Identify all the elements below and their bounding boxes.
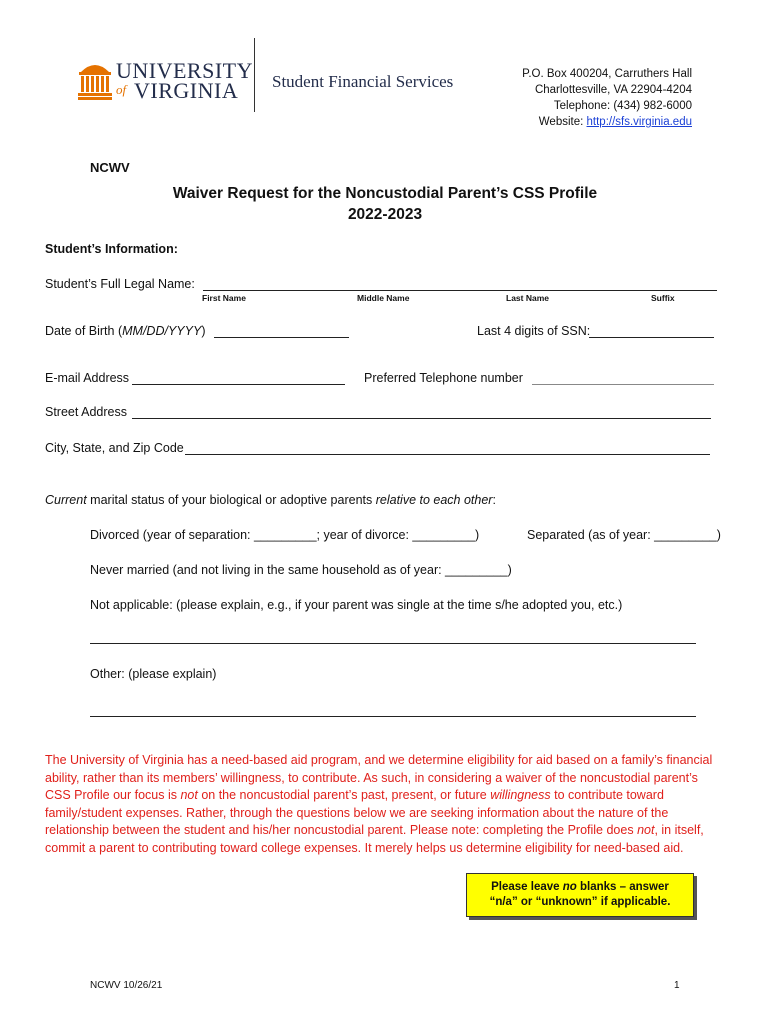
phone-field[interactable]: [532, 372, 714, 385]
office-address: [522, 66, 692, 130]
dob-label-text: Date of Birth (: [45, 324, 123, 338]
divorced-option[interactable]: Divorced (year of separation: _________; year of divorce: _________): [90, 528, 480, 542]
form-title: [0, 183, 770, 225]
email-label: E-mail Address: [45, 371, 130, 385]
department-name: Student Financial Services: [272, 72, 454, 91]
phone-label: Preferred Telephone number: [364, 371, 523, 385]
other-explain-field[interactable]: [90, 704, 696, 717]
title-text: Waiver Request for the Noncustodial Parent’s CSS Profile: [172, 185, 598, 202]
policy-text-3: to contribute toward family/student expenses. Rather, through the questions below we are seeking information about the nature of the relationship between the student and his/her noncustodial parent. Please note: completing the Profile does: [45, 788, 669, 837]
header-divider: [254, 38, 255, 112]
website-link[interactable]: http://sfs.virginia.edu: [586, 116, 692, 128]
address-line2: Charlottesville, VA 22904-4204: [534, 84, 692, 96]
marital-mid: marital status of your biological or adoptive parents: [86, 493, 376, 507]
middle-name-sublabel: Middle Name: [357, 293, 410, 303]
ssn-field[interactable]: [589, 325, 714, 338]
other-option[interactable]: Other: (please explain): [90, 667, 217, 681]
dob-format: MM/DD/YYYY: [122, 324, 202, 338]
footer-form-id: NCWV 10/26/21: [90, 980, 163, 991]
marital-colon: :: [492, 493, 496, 507]
first-name-sublabel: First Name: [202, 293, 246, 303]
suffix-sublabel: Suffix: [651, 293, 675, 303]
marital-current: Current: [45, 493, 87, 507]
not-applicable-option[interactable]: Not applicable: (please explain, e.g., if your parent was single at the time s/he adopted you, etc.): [90, 598, 623, 612]
not-applicable-explain-field[interactable]: [90, 631, 696, 644]
marital-status-question: [45, 493, 496, 507]
street-field[interactable]: [132, 406, 711, 419]
form-code: NCWV: [90, 160, 130, 175]
policy-text-4: , in itself, commit a parent to contributing toward college expenses. It merely helps us determine eligibility for need-based aid.: [45, 823, 704, 855]
policy-text-1: The University of Virginia has a need-based aid program, and we determine eligibility for aid based on a family’s financial ability, rather than its members’ willingness, to contribute. As such, in considering a waiver of the noncustodial parent’s CSS Profile our focus is: [45, 753, 713, 802]
logo-university-text: UNIVERSITY: [116, 58, 253, 83]
dob-close: ): [201, 324, 206, 338]
notice-line2: “n/a” or “unknown” if applicable.: [489, 896, 671, 908]
last-name-sublabel: Last Name: [506, 293, 549, 303]
section-student-info: Student’s Information:: [45, 242, 178, 256]
logo-virginia-text: VIRGINIA: [134, 78, 239, 103]
full-name-field[interactable]: [203, 278, 717, 291]
university-logo: [78, 58, 253, 104]
address-line1: P.O. Box 400204, Carruthers Hall: [522, 68, 692, 80]
notice-line1: [467, 880, 693, 895]
rotunda-icon: [78, 58, 112, 100]
notice-text-b: blanks – answer: [576, 881, 669, 893]
marital-relative: relative to each other: [375, 493, 493, 507]
full-name-label: Student’s Full Legal Name:: [45, 277, 195, 291]
telephone: Telephone: (434) 982-6000: [553, 100, 692, 112]
never-married-option[interactable]: Never married (and not living in the same household as of year: _________): [90, 563, 512, 577]
policy-emph-not-1: not: [180, 788, 198, 802]
notice-text-a: Please leave: [491, 881, 563, 893]
title-year: 2022-2023: [347, 206, 423, 223]
city-label: City, State, and Zip Code: [45, 441, 184, 455]
policy-text-2: on the noncustodial parent’s past, present, or future: [197, 788, 491, 802]
policy-emph-willingness: willingness: [490, 788, 551, 802]
ssn-label: Last 4 digits of SSN:: [477, 324, 591, 338]
policy-paragraph: [45, 752, 727, 857]
website-label: Website:: [538, 116, 587, 128]
page-number: 1: [674, 980, 680, 991]
street-label: Street Address: [45, 405, 127, 419]
notice-emph-no: no: [562, 881, 577, 893]
no-blanks-notice: [466, 873, 694, 917]
dob-field[interactable]: [214, 325, 349, 338]
logo-of-text: of: [116, 82, 127, 97]
dob-label: [45, 324, 205, 338]
policy-emph-not-2: not: [637, 823, 655, 837]
separated-option[interactable]: Separated (as of year: _________): [527, 528, 721, 542]
email-field[interactable]: [132, 372, 345, 385]
city-state-zip-field[interactable]: [185, 442, 710, 455]
website: [522, 114, 692, 130]
